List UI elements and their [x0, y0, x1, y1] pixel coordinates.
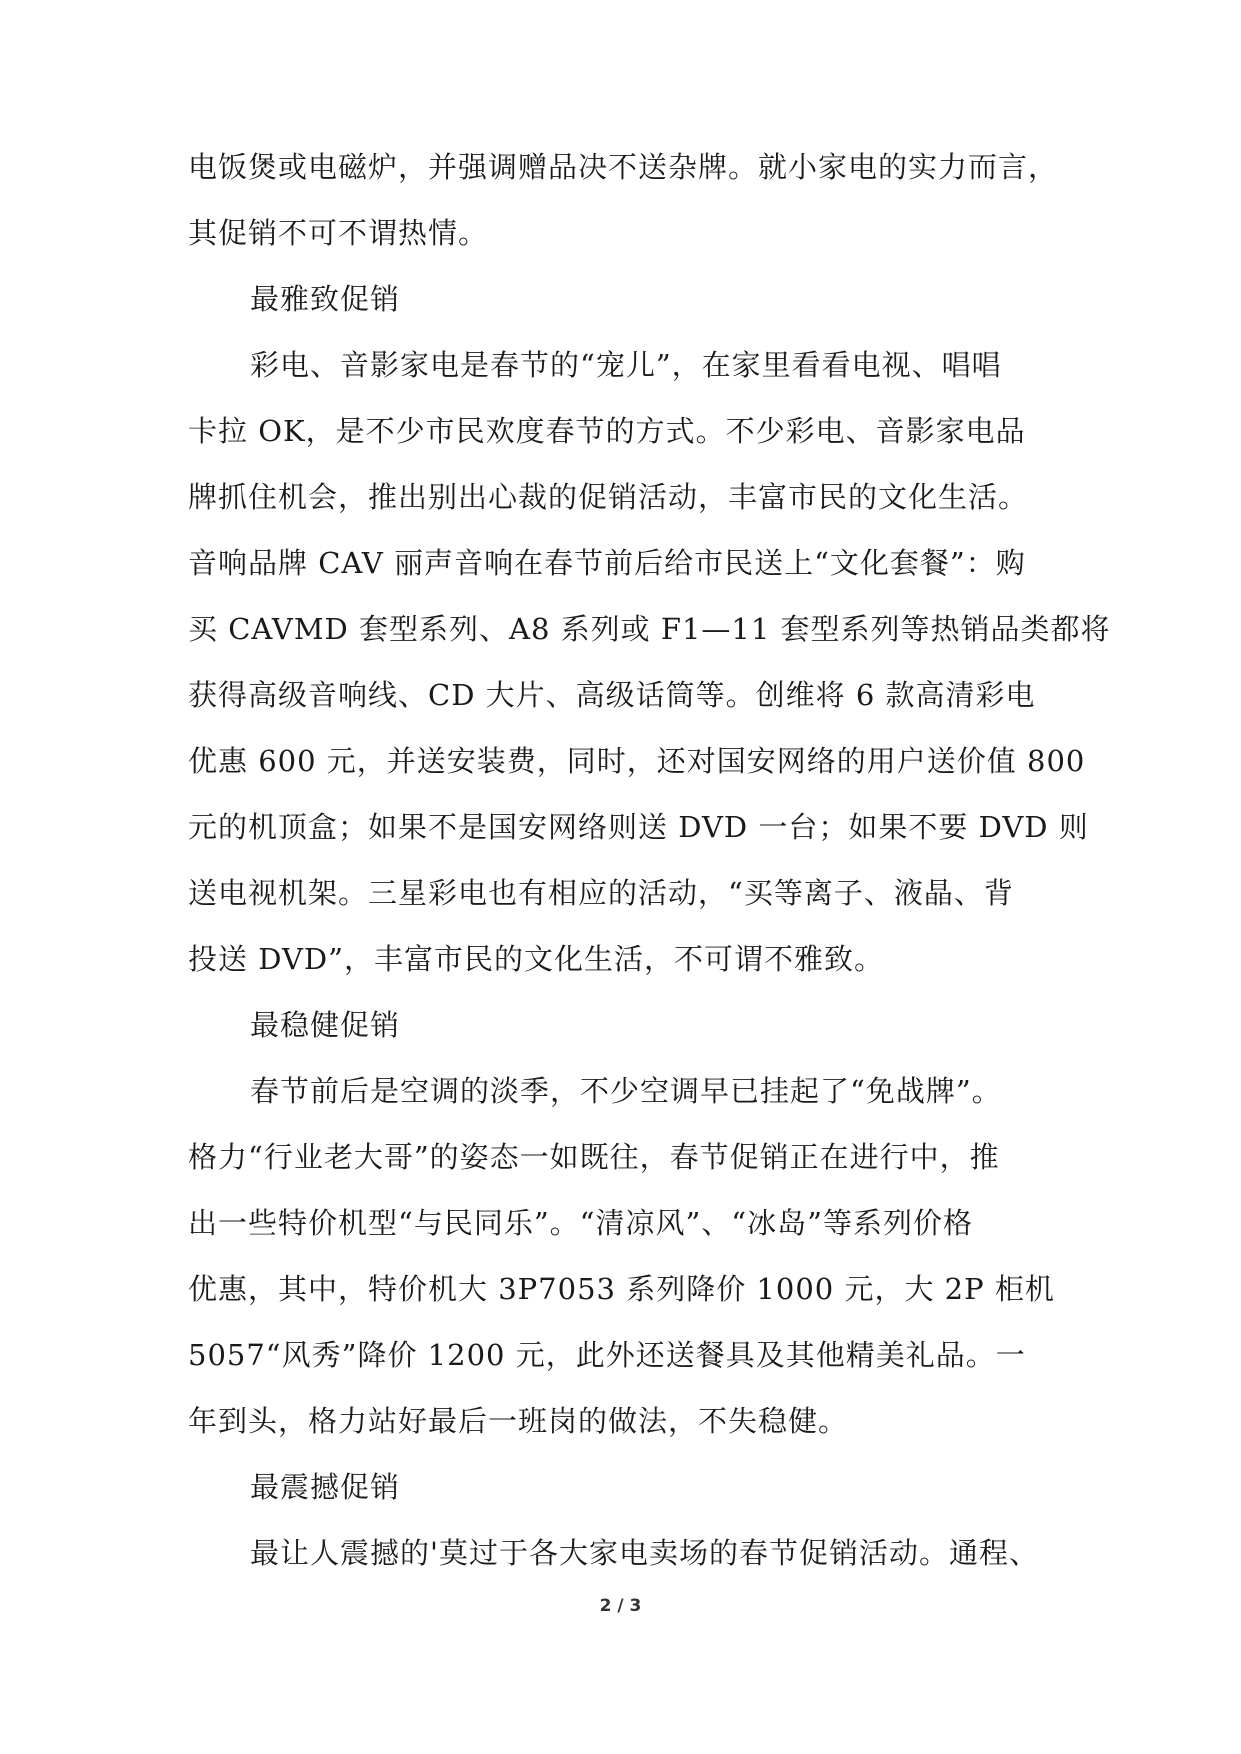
section-heading: 最震撼促销: [250, 1470, 401, 1504]
paragraph-line: 彩电、音影家电是春节的“宠儿”，在家里看看电视、唱唱: [250, 348, 1002, 382]
paragraph-line: 电饭煲或电磁炉，并强调赠品决不送杂牌。就小家电的实力而言，: [188, 150, 1059, 184]
paragraph-line: 获得高级音响线、CD 大片、高级话筒等。创维将 6 款高清彩电: [188, 678, 1036, 712]
paragraph-line: 年到头，格力站好最后一班岗的做法，不失稳健。: [188, 1404, 849, 1438]
paragraph-line: 卡拉 OK，是不少市民欢度春节的方式。不少彩电、音影家电品: [188, 414, 1026, 448]
section-heading: 最雅致促销: [250, 282, 401, 316]
paragraph-line: 买 CAVMD 套型系列、A8 系列或 F1—11 套型系列等热销品类都将: [188, 612, 1111, 646]
document-body: [188, 134, 1111, 1586]
paragraph-line: 出一些特价机型“与民同乐”。“清凉风”、“冰岛”等系列价格: [188, 1206, 973, 1240]
paragraph-line: 5057“风秀”降价 1200 元，此外还送餐具及其他精美礼品。一: [188, 1338, 1026, 1372]
paragraph-line: 其促销不可不谓热情。: [188, 216, 489, 250]
paragraph-line: 元的机顶盒；如果不是国安网络则送 DVD 一台；如果不要 DVD 则: [188, 810, 1089, 844]
paragraph-line: 最让人震撼的'莫过于各大家电卖场的春节促销活动。通程、: [250, 1536, 1039, 1570]
paragraph-line: 格力“行业老大哥”的姿态一如既往，春节促销正在进行中，推: [188, 1140, 1000, 1174]
paragraph-line: 音响品牌 CAV 丽声音响在春节前后给市民送上“文化套餐”：购: [188, 546, 1026, 580]
paragraph-line: 优惠 600 元，并送安装费，同时，还对国安网络的用户送价值 800: [188, 744, 1086, 778]
paragraph-line: 春节前后是空调的淡季，不少空调早已挂起了“免战牌”。: [250, 1074, 1002, 1108]
section-heading: 最稳健促销: [250, 1008, 401, 1042]
paragraph-line: 牌抓住机会，推出别出心裁的促销活动，丰富市民的文化生活。: [188, 480, 1029, 514]
paragraph-line: 优惠，其中，特价机大 3P7053 系列降价 1000 元，大 2P 柜机: [188, 1272, 1055, 1306]
page-number: 2 / 3: [599, 1596, 642, 1616]
paragraph-line: 送电视机架。三星彩电也有相应的活动，“买等离子、液晶、背: [188, 876, 1014, 910]
paragraph-line: 投送 DVD”，丰富市民的文化生活，不可谓不雅致。: [188, 942, 884, 976]
